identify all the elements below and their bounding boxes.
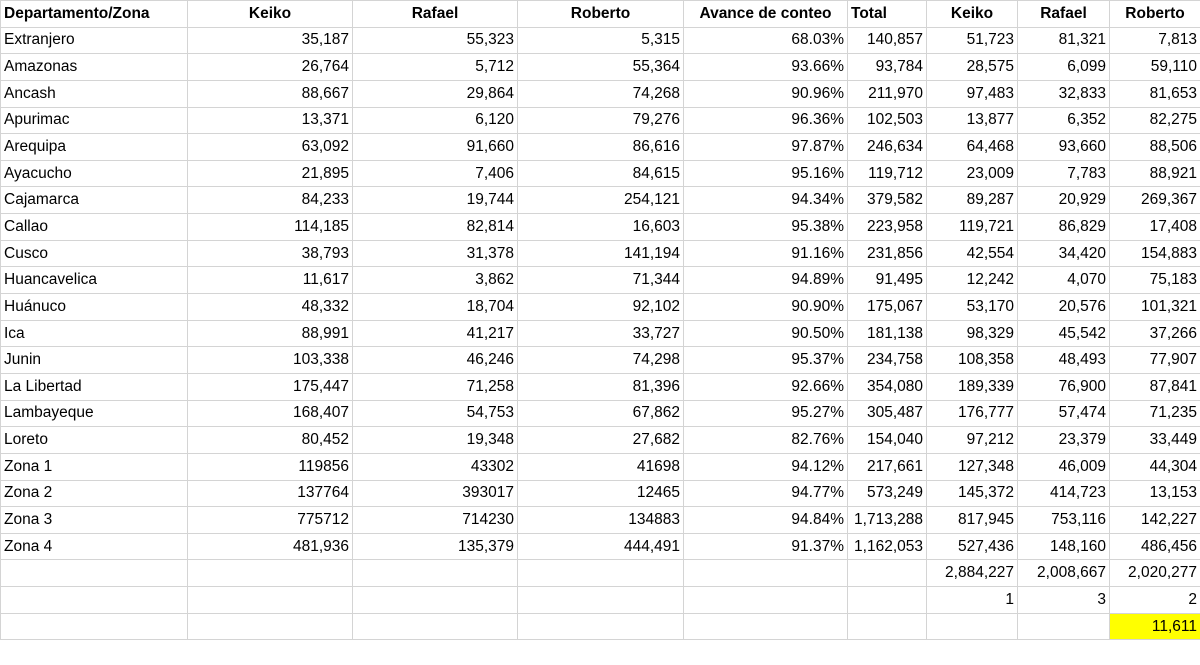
total-keiko-cell[interactable]: 2,884,227	[927, 560, 1018, 587]
cell-departamento[interactable]: Arequipa	[1, 134, 188, 161]
cell-keiko[interactable]: 63,092	[188, 134, 353, 161]
cell-total[interactable]: 223,958	[848, 214, 927, 241]
cell-roberto[interactable]: 134883	[518, 507, 684, 534]
cell-roberto[interactable]: 55,364	[518, 54, 684, 81]
empty-cell[interactable]	[1, 560, 188, 587]
cell-keiko-projected[interactable]: 108,358	[927, 347, 1018, 374]
cell-roberto-projected[interactable]: 77,907	[1110, 347, 1200, 374]
cell-roberto-projected[interactable]: 101,321	[1110, 294, 1200, 321]
empty-cell[interactable]	[188, 613, 353, 640]
table-body	[1, 27, 1200, 560]
cell-rafael-projected[interactable]: 76,900	[1018, 373, 1110, 400]
cell-roberto[interactable]: 41698	[518, 453, 684, 480]
cell-total[interactable]: 246,634	[848, 134, 927, 161]
cell-departamento[interactable]: Ica	[1, 320, 188, 347]
cell-roberto-projected[interactable]: 33,449	[1110, 427, 1200, 454]
cell-roberto-projected[interactable]: 88,921	[1110, 160, 1200, 187]
header-cell-keiko[interactable]: Keiko	[188, 1, 353, 28]
cell-total[interactable]: 234,758	[848, 347, 927, 374]
header-cell-total[interactable]: Total	[848, 1, 927, 28]
cell-rafael-projected[interactable]: 45,542	[1018, 320, 1110, 347]
cell-departamento[interactable]: Huancavelica	[1, 267, 188, 294]
cell-roberto-projected[interactable]: 486,456	[1110, 533, 1200, 560]
cell-roberto[interactable]: 79,276	[518, 107, 684, 134]
table-row	[1, 27, 1200, 54]
cell-keiko[interactable]: 119856	[188, 453, 353, 480]
cell-rafael-projected[interactable]: 81,321	[1018, 27, 1110, 54]
cell-departamento[interactable]: Cusco	[1, 240, 188, 267]
cell-departamento[interactable]: Ancash	[1, 80, 188, 107]
cell-rafael[interactable]: 714230	[353, 507, 518, 534]
cell-keiko-projected[interactable]: 145,372	[927, 480, 1018, 507]
cell-rafael[interactable]: 31,378	[353, 240, 518, 267]
cell-keiko-projected[interactable]: 119,721	[927, 214, 1018, 241]
cell-rafael[interactable]: 393017	[353, 480, 518, 507]
cell-roberto-projected[interactable]: 82,275	[1110, 107, 1200, 134]
cell-rafael[interactable]: 19,744	[353, 187, 518, 214]
rank-keiko-cell[interactable]: 1	[927, 587, 1018, 614]
cell-avance[interactable]: 94.12%	[684, 453, 848, 480]
table-row	[1, 347, 1200, 374]
header-cell-roberto-projected[interactable]: Roberto	[1110, 1, 1200, 28]
cell-total[interactable]: 102,503	[848, 107, 927, 134]
empty-cell[interactable]	[518, 613, 684, 640]
cell-avance[interactable]: 95.38%	[684, 214, 848, 241]
cell-keiko-projected[interactable]: 12,242	[927, 267, 1018, 294]
cell-avance[interactable]: 96.36%	[684, 107, 848, 134]
empty-cell[interactable]	[1, 613, 188, 640]
cell-roberto[interactable]: 84,615	[518, 160, 684, 187]
cell-roberto[interactable]: 16,603	[518, 214, 684, 241]
cell-rafael[interactable]: 6,120	[353, 107, 518, 134]
cell-roberto[interactable]: 141,194	[518, 240, 684, 267]
cell-roberto-projected[interactable]: 13,153	[1110, 480, 1200, 507]
cell-rafael[interactable]: 29,864	[353, 80, 518, 107]
cell-roberto-projected[interactable]: 71,235	[1110, 400, 1200, 427]
cell-keiko-projected[interactable]: 97,483	[927, 80, 1018, 107]
cell-rafael[interactable]: 71,258	[353, 373, 518, 400]
cell-keiko[interactable]: 103,338	[188, 347, 353, 374]
table-row	[1, 80, 1200, 107]
cell-rafael-projected[interactable]: 34,420	[1018, 240, 1110, 267]
cell-total[interactable]: 119,712	[848, 160, 927, 187]
cell-keiko-projected[interactable]: 23,009	[927, 160, 1018, 187]
cell-keiko[interactable]: 26,764	[188, 54, 353, 81]
cell-rafael-projected[interactable]: 32,833	[1018, 80, 1110, 107]
table-row	[1, 400, 1200, 427]
header-cell-departamento[interactable]: Departamento/Zona	[1, 1, 188, 28]
cell-roberto-projected[interactable]: 7,813	[1110, 27, 1200, 54]
table-row	[1, 320, 1200, 347]
cell-departamento[interactable]: Loreto	[1, 427, 188, 454]
cell-rafael[interactable]: 5,712	[353, 54, 518, 81]
empty-cell[interactable]	[684, 613, 848, 640]
header-cell-avance[interactable]: Avance de conteo	[684, 1, 848, 28]
cell-keiko[interactable]: 168,407	[188, 400, 353, 427]
cell-avance[interactable]: 93.66%	[684, 54, 848, 81]
cell-rafael-projected[interactable]: 93,660	[1018, 134, 1110, 161]
cell-rafael-projected[interactable]: 7,783	[1018, 160, 1110, 187]
empty-cell[interactable]	[848, 587, 927, 614]
cell-roberto-projected[interactable]: 75,183	[1110, 267, 1200, 294]
cell-avance[interactable]: 68.03%	[684, 27, 848, 54]
empty-cell[interactable]	[518, 560, 684, 587]
cell-roberto[interactable]: 81,396	[518, 373, 684, 400]
cell-avance[interactable]: 95.37%	[684, 347, 848, 374]
cell-keiko-projected[interactable]: 13,877	[927, 107, 1018, 134]
cell-keiko[interactable]: 21,895	[188, 160, 353, 187]
cell-total[interactable]: 573,249	[848, 480, 927, 507]
cell-keiko-projected[interactable]: 42,554	[927, 240, 1018, 267]
table-row	[1, 107, 1200, 134]
empty-cell[interactable]	[353, 587, 518, 614]
cell-rafael-projected[interactable]: 148,160	[1018, 533, 1110, 560]
cell-keiko[interactable]: 114,185	[188, 214, 353, 241]
cell-keiko-projected[interactable]: 189,339	[927, 373, 1018, 400]
cell-departamento[interactable]: Lambayeque	[1, 400, 188, 427]
cell-avance[interactable]: 91.16%	[684, 240, 848, 267]
cell-total[interactable]: 305,487	[848, 400, 927, 427]
cell-total[interactable]: 181,138	[848, 320, 927, 347]
cell-rafael[interactable]: 41,217	[353, 320, 518, 347]
header-cell-rafael-projected[interactable]: Rafael	[1018, 1, 1110, 28]
cell-avance[interactable]: 94.84%	[684, 507, 848, 534]
cell-roberto-projected[interactable]: 17,408	[1110, 214, 1200, 241]
cell-roberto-projected[interactable]: 44,304	[1110, 453, 1200, 480]
cell-rafael-projected[interactable]: 6,352	[1018, 107, 1110, 134]
cell-keiko-projected[interactable]: 98,329	[927, 320, 1018, 347]
cell-keiko-projected[interactable]: 97,212	[927, 427, 1018, 454]
cell-rafael[interactable]: 7,406	[353, 160, 518, 187]
total-roberto-cell[interactable]: 2,020,277	[1110, 560, 1200, 587]
difference-row	[1, 613, 1200, 640]
cell-departamento[interactable]: Extranjero	[1, 27, 188, 54]
cell-avance[interactable]: 90.90%	[684, 294, 848, 321]
cell-avance[interactable]: 95.16%	[684, 160, 848, 187]
cell-rafael[interactable]: 43302	[353, 453, 518, 480]
cell-rafael[interactable]: 46,246	[353, 347, 518, 374]
table-row	[1, 54, 1200, 81]
total-rafael-cell[interactable]: 2,008,667	[1018, 560, 1110, 587]
table-row	[1, 427, 1200, 454]
table-row	[1, 160, 1200, 187]
cell-departamento[interactable]: Zona 2	[1, 480, 188, 507]
difference-cell[interactable]: 11,611	[1110, 613, 1200, 640]
cell-rafael-projected[interactable]: 753,116	[1018, 507, 1110, 534]
cell-total[interactable]: 93,784	[848, 54, 927, 81]
header-cell-keiko-projected[interactable]: Keiko	[927, 1, 1018, 28]
cell-rafael-projected[interactable]: 20,929	[1018, 187, 1110, 214]
table-row	[1, 507, 1200, 534]
cell-total[interactable]: 231,856	[848, 240, 927, 267]
cell-keiko[interactable]: 35,187	[188, 27, 353, 54]
cell-rafael[interactable]: 55,323	[353, 27, 518, 54]
cell-keiko-projected[interactable]: 817,945	[927, 507, 1018, 534]
cell-total[interactable]: 91,495	[848, 267, 927, 294]
cell-keiko[interactable]: 88,667	[188, 80, 353, 107]
cell-total[interactable]: 217,661	[848, 453, 927, 480]
cell-avance[interactable]: 94.89%	[684, 267, 848, 294]
empty-cell[interactable]	[848, 560, 927, 587]
cell-keiko[interactable]: 11,617	[188, 267, 353, 294]
empty-cell[interactable]	[188, 560, 353, 587]
empty-cell[interactable]	[1, 587, 188, 614]
cell-departamento[interactable]: Ayacucho	[1, 160, 188, 187]
cell-total[interactable]: 140,857	[848, 27, 927, 54]
rank-roberto-cell[interactable]: 2	[1110, 587, 1200, 614]
empty-cell[interactable]	[684, 587, 848, 614]
cell-avance[interactable]: 82.76%	[684, 427, 848, 454]
empty-cell[interactable]	[848, 613, 927, 640]
table-row	[1, 134, 1200, 161]
table-row	[1, 453, 1200, 480]
cell-total[interactable]: 175,067	[848, 294, 927, 321]
cell-keiko-projected[interactable]: 127,348	[927, 453, 1018, 480]
table-row	[1, 187, 1200, 214]
empty-cell[interactable]	[1018, 613, 1110, 640]
cell-avance[interactable]: 94.77%	[684, 480, 848, 507]
cell-keiko[interactable]: 137764	[188, 480, 353, 507]
cell-keiko[interactable]: 775712	[188, 507, 353, 534]
cell-roberto-projected[interactable]: 88,506	[1110, 134, 1200, 161]
cell-rafael-projected[interactable]: 20,576	[1018, 294, 1110, 321]
cell-total[interactable]: 354,080	[848, 373, 927, 400]
cell-roberto-projected[interactable]: 59,110	[1110, 54, 1200, 81]
cell-rafael[interactable]: 91,660	[353, 134, 518, 161]
table-row	[1, 294, 1200, 321]
cell-keiko-projected[interactable]: 176,777	[927, 400, 1018, 427]
cell-roberto[interactable]: 12465	[518, 480, 684, 507]
cell-rafael[interactable]: 18,704	[353, 294, 518, 321]
cell-roberto-projected[interactable]: 269,367	[1110, 187, 1200, 214]
table-row	[1, 214, 1200, 241]
cell-departamento[interactable]: Zona 4	[1, 533, 188, 560]
cell-rafael-projected[interactable]: 414,723	[1018, 480, 1110, 507]
cell-rafael-projected[interactable]: 23,379	[1018, 427, 1110, 454]
empty-cell[interactable]	[353, 560, 518, 587]
cell-roberto[interactable]: 33,727	[518, 320, 684, 347]
cell-roberto[interactable]: 71,344	[518, 267, 684, 294]
header-cell-roberto[interactable]: Roberto	[518, 1, 684, 28]
cell-rafael-projected[interactable]: 46,009	[1018, 453, 1110, 480]
header-cell-rafael[interactable]: Rafael	[353, 1, 518, 28]
cell-departamento[interactable]: Zona 1	[1, 453, 188, 480]
cell-keiko[interactable]: 13,371	[188, 107, 353, 134]
cell-roberto[interactable]: 27,682	[518, 427, 684, 454]
totals-row	[1, 560, 1200, 587]
cell-roberto[interactable]: 92,102	[518, 294, 684, 321]
cell-avance[interactable]: 90.96%	[684, 80, 848, 107]
cell-total[interactable]: 1,713,288	[848, 507, 927, 534]
cell-roberto[interactable]: 5,315	[518, 27, 684, 54]
cell-avance[interactable]: 94.34%	[684, 187, 848, 214]
cell-rafael[interactable]: 135,379	[353, 533, 518, 560]
empty-cell[interactable]	[518, 587, 684, 614]
cell-total[interactable]: 1,162,053	[848, 533, 927, 560]
cell-departamento[interactable]: Huánuco	[1, 294, 188, 321]
cell-rafael-projected[interactable]: 4,070	[1018, 267, 1110, 294]
cell-total[interactable]: 379,582	[848, 187, 927, 214]
cell-avance[interactable]: 90.50%	[684, 320, 848, 347]
cell-roberto[interactable]: 74,298	[518, 347, 684, 374]
cell-roberto-projected[interactable]: 142,227	[1110, 507, 1200, 534]
table-row	[1, 267, 1200, 294]
cell-departamento[interactable]: Apurimac	[1, 107, 188, 134]
table-row	[1, 240, 1200, 267]
cell-departamento[interactable]: Amazonas	[1, 54, 188, 81]
cell-roberto[interactable]: 86,616	[518, 134, 684, 161]
cell-rafael[interactable]: 54,753	[353, 400, 518, 427]
cell-keiko[interactable]: 80,452	[188, 427, 353, 454]
cell-rafael-projected[interactable]: 6,099	[1018, 54, 1110, 81]
cell-departamento[interactable]: Junin	[1, 347, 188, 374]
cell-keiko-projected[interactable]: 53,170	[927, 294, 1018, 321]
cell-roberto-projected[interactable]: 87,841	[1110, 373, 1200, 400]
cell-avance[interactable]: 95.27%	[684, 400, 848, 427]
cell-departamento[interactable]: Cajamarca	[1, 187, 188, 214]
cell-roberto[interactable]: 74,268	[518, 80, 684, 107]
cell-departamento[interactable]: La Libertad	[1, 373, 188, 400]
cell-keiko[interactable]: 48,332	[188, 294, 353, 321]
cell-roberto-projected[interactable]: 81,653	[1110, 80, 1200, 107]
cell-keiko[interactable]: 84,233	[188, 187, 353, 214]
rank-row	[1, 587, 1200, 614]
cell-total[interactable]: 154,040	[848, 427, 927, 454]
cell-avance[interactable]: 91.37%	[684, 533, 848, 560]
table-row	[1, 533, 1200, 560]
cell-avance[interactable]: 92.66%	[684, 373, 848, 400]
cell-keiko[interactable]: 38,793	[188, 240, 353, 267]
empty-cell[interactable]	[188, 587, 353, 614]
cell-keiko-projected[interactable]: 51,723	[927, 27, 1018, 54]
empty-cell[interactable]	[353, 613, 518, 640]
cell-departamento[interactable]: Callao	[1, 214, 188, 241]
cell-keiko-projected[interactable]: 527,436	[927, 533, 1018, 560]
cell-roberto-projected[interactable]: 154,883	[1110, 240, 1200, 267]
cell-keiko[interactable]: 175,447	[188, 373, 353, 400]
table-row	[1, 373, 1200, 400]
cell-keiko-projected[interactable]: 89,287	[927, 187, 1018, 214]
cell-rafael[interactable]: 82,814	[353, 214, 518, 241]
cell-keiko-projected[interactable]: 64,468	[927, 134, 1018, 161]
header-row	[1, 1, 1200, 28]
cell-rafael-projected[interactable]: 57,474	[1018, 400, 1110, 427]
cell-keiko[interactable]: 481,936	[188, 533, 353, 560]
cell-roberto-projected[interactable]: 37,266	[1110, 320, 1200, 347]
cell-keiko[interactable]: 88,991	[188, 320, 353, 347]
empty-cell[interactable]	[684, 560, 848, 587]
cell-avance[interactable]: 97.87%	[684, 134, 848, 161]
empty-cell[interactable]	[927, 613, 1018, 640]
cell-roberto[interactable]: 67,862	[518, 400, 684, 427]
cell-roberto[interactable]: 254,121	[518, 187, 684, 214]
cell-total[interactable]: 211,970	[848, 80, 927, 107]
cell-departamento[interactable]: Zona 3	[1, 507, 188, 534]
cell-rafael[interactable]: 3,862	[353, 267, 518, 294]
cell-rafael[interactable]: 19,348	[353, 427, 518, 454]
cell-keiko-projected[interactable]: 28,575	[927, 54, 1018, 81]
table-row	[1, 480, 1200, 507]
cell-rafael-projected[interactable]: 48,493	[1018, 347, 1110, 374]
cell-roberto[interactable]: 444,491	[518, 533, 684, 560]
rank-rafael-cell[interactable]: 3	[1018, 587, 1110, 614]
cell-rafael-projected[interactable]: 86,829	[1018, 214, 1110, 241]
